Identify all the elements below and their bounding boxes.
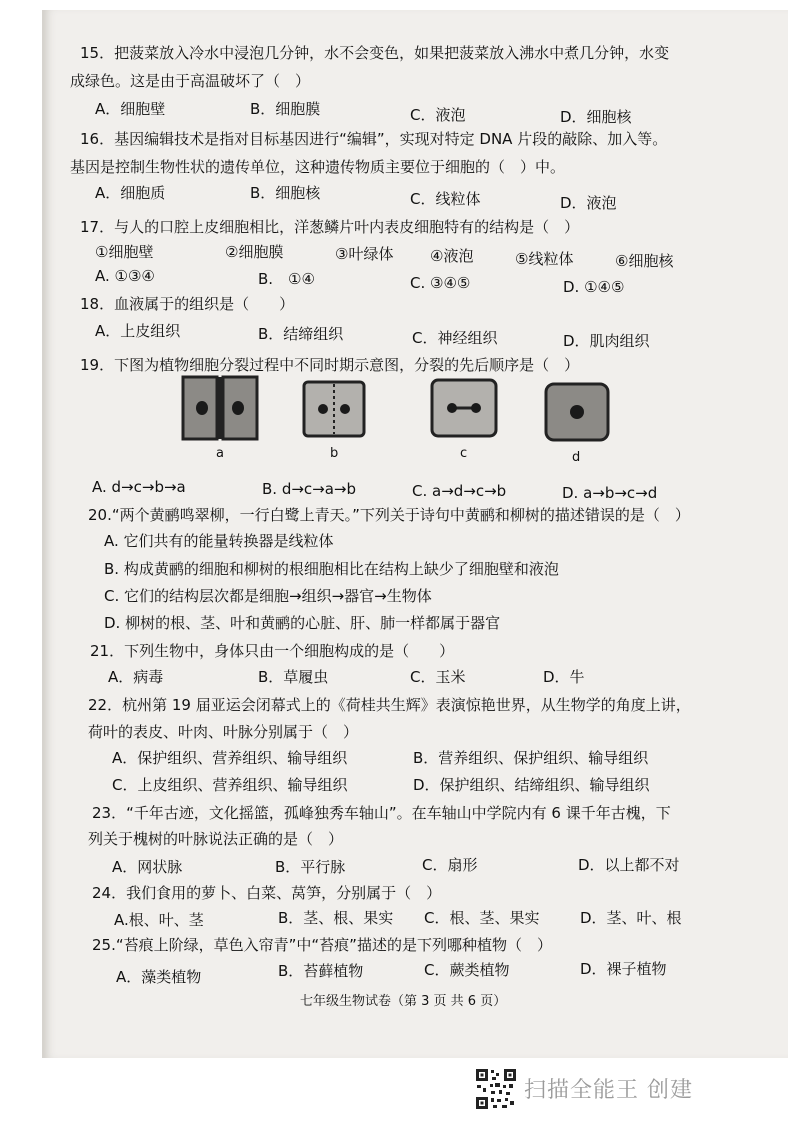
q17-item-3: ③叶绿体 bbox=[335, 245, 394, 263]
q23-option-b: B．平行脉 bbox=[275, 858, 346, 876]
q16-stem-line1: 16．基因编辑技术是指对目标基因进行“编辑”，实现对特定 DNA 片段的敲除、加入等。 bbox=[80, 130, 668, 148]
q25-stem: 25.“苔痕上阶绿，草色入帘青”中“苔痕”描述的是下列哪种植物（ ） bbox=[92, 936, 552, 954]
q24-option-c: C．根、茎、果实 bbox=[424, 909, 540, 927]
q15-option-c: C．液泡 bbox=[410, 106, 466, 124]
q17-option-c: C. ③④⑤ bbox=[410, 274, 471, 292]
q22-stem-line1: 22．杭州第 19 届亚运会闭幕式上的《荷桂共生辉》表演惊艳世界，从生物学的角度上讲， bbox=[88, 696, 691, 714]
q15-option-b: B．细胞膜 bbox=[250, 100, 321, 118]
q16-option-d: D．液泡 bbox=[560, 194, 617, 212]
q18-option-c: C．神经组织 bbox=[412, 329, 498, 347]
figure-label-d: d bbox=[572, 450, 581, 465]
cell-figure-a bbox=[180, 374, 260, 444]
q17-item-6: ⑥细胞核 bbox=[615, 252, 674, 270]
q20-option-d: D. 柳树的根、茎、叶和黄鹂的心脏、肝、肺一样都属于器官 bbox=[104, 614, 501, 632]
q23-stem-line1: 23．“千年古迹，文化摇篮，孤峰独秀车轴山”。在车轴山中学院内有 6 课千年古槐，下 bbox=[92, 804, 671, 822]
q16-option-c: C．线粒体 bbox=[410, 190, 481, 208]
q23-option-c: C．扇形 bbox=[422, 856, 478, 874]
q19-option-d: D. a→b→c→d bbox=[562, 484, 658, 502]
q21-stem: 21．下列生物中，身体只由一个细胞构成的是（ ） bbox=[90, 642, 455, 660]
q17-stem: 17．与人的口腔上皮细胞相比，洋葱鳞片叶内表皮细胞特有的结构是（ ） bbox=[80, 218, 580, 236]
scanner-watermark: 扫描全能王 创建 bbox=[524, 1078, 693, 1103]
q24-option-b: B．茎、根、果实 bbox=[278, 909, 394, 927]
q16-option-b: B．细胞核 bbox=[250, 184, 321, 202]
q17-option-d: D. ①④⑤ bbox=[563, 278, 625, 296]
q25-option-a: A．藻类植物 bbox=[116, 968, 202, 986]
q17-item-5: ⑤线粒体 bbox=[515, 250, 574, 268]
q19-option-a: A. d→c→b→a bbox=[92, 478, 186, 496]
q17-option-a: A. ①③④ bbox=[95, 267, 155, 285]
q21-option-c: C．玉米 bbox=[410, 668, 466, 686]
figure-label-a: a bbox=[216, 446, 224, 461]
page-footer: 七年级生物试卷（第 3 页 共 6 页） bbox=[300, 994, 507, 1009]
q24-option-a: A.根、叶、茎 bbox=[114, 911, 204, 929]
q21-option-b: B．草履虫 bbox=[258, 668, 329, 686]
q16-option-a: A．细胞质 bbox=[95, 184, 166, 202]
q20-option-a: A. 它们共有的能量转换器是线粒体 bbox=[104, 532, 334, 550]
figure-label-c: c bbox=[460, 446, 468, 461]
q21-option-d: D．牛 bbox=[543, 668, 585, 686]
cell-figure-c bbox=[428, 376, 502, 442]
q20-stem: 20.“两个黄鹂鸣翠柳，一行白鹭上青天。”下列关于诗句中黄鹂和柳树的描述错误的是（ ） bbox=[88, 506, 690, 524]
q25-option-b: B．苔藓植物 bbox=[278, 962, 364, 980]
cell-figure-d bbox=[542, 380, 614, 446]
q23-option-d: D．以上都不对 bbox=[578, 856, 680, 874]
q20-option-b: B. 构成黄鹂的细胞和柳树的根细胞相比在结构上缺少了细胞壁和液泡 bbox=[104, 560, 559, 578]
cell-division-figure bbox=[180, 370, 660, 470]
q17-item-2: ②细胞膜 bbox=[225, 243, 284, 261]
q22-option-a: A．保护组织、营养组织、输导组织 bbox=[112, 749, 348, 767]
q22-option-c: C．上皮组织、营养组织、输导组织 bbox=[112, 776, 348, 794]
figure-label-b: b bbox=[330, 446, 339, 461]
q19-option-b: B. d→c→a→b bbox=[262, 480, 357, 498]
q15-stem-line2: 成绿色。这是由于高温破坏了（ ） bbox=[70, 72, 311, 90]
q17-option-b: B. ①④ bbox=[258, 270, 315, 288]
q23-option-a: A．网状脉 bbox=[112, 858, 183, 876]
q21-option-a: A．病毒 bbox=[108, 668, 164, 686]
q18-stem: 18．血液属于的组织是（ ） bbox=[80, 295, 295, 313]
q25-option-d: D．裸子植物 bbox=[580, 960, 667, 978]
q23-stem-line2: 列关于槐树的叶脉说法正确的是（ ） bbox=[88, 830, 344, 848]
q22-option-d: D．保护组织、结缔组织、输导组织 bbox=[413, 776, 650, 794]
q22-stem-line2: 荷叶的表皮、叶肉、叶脉分别属于（ ） bbox=[88, 723, 359, 741]
q19-stem: 19．下图为植物细胞分裂过程中不同时期示意图，分裂的先后顺序是（ ） bbox=[80, 356, 580, 374]
q24-stem: 24．我们食用的萝卜、白菜、莴笋，分别属于（ ） bbox=[92, 884, 442, 902]
cell-figure-b bbox=[300, 378, 370, 444]
q16-stem-line2: 基因是控制生物性状的遗传单位，这种遗传物质主要位于细胞的（ ）中。 bbox=[70, 158, 566, 176]
q18-option-b: B．结缔组织 bbox=[258, 325, 344, 343]
qr-code-icon bbox=[475, 1068, 517, 1110]
q15-option-d: D．细胞核 bbox=[560, 108, 632, 126]
q25-option-c: C．蕨类植物 bbox=[424, 961, 510, 979]
q15-stem-line1: 15．把菠菜放入冷水中浸泡几分钟，水不会变色，如果把菠菜放入沸水中煮几分钟，水变 bbox=[80, 44, 670, 62]
q18-option-a: A．上皮组织 bbox=[95, 322, 181, 340]
q15-option-a: A．细胞壁 bbox=[95, 100, 166, 118]
q22-option-b: B．营养组织、保护组织、输导组织 bbox=[413, 749, 649, 767]
q24-option-d: D．茎、叶、根 bbox=[580, 909, 682, 927]
q17-item-1: ①细胞壁 bbox=[95, 243, 154, 261]
q20-option-c: C. 它们的结构层次都是细胞→组织→器官→生物体 bbox=[104, 587, 432, 605]
q19-option-c: C. a→d→c→b bbox=[412, 482, 507, 500]
q18-option-d: D．肌肉组织 bbox=[563, 332, 650, 350]
q17-item-4: ④液泡 bbox=[430, 247, 474, 265]
